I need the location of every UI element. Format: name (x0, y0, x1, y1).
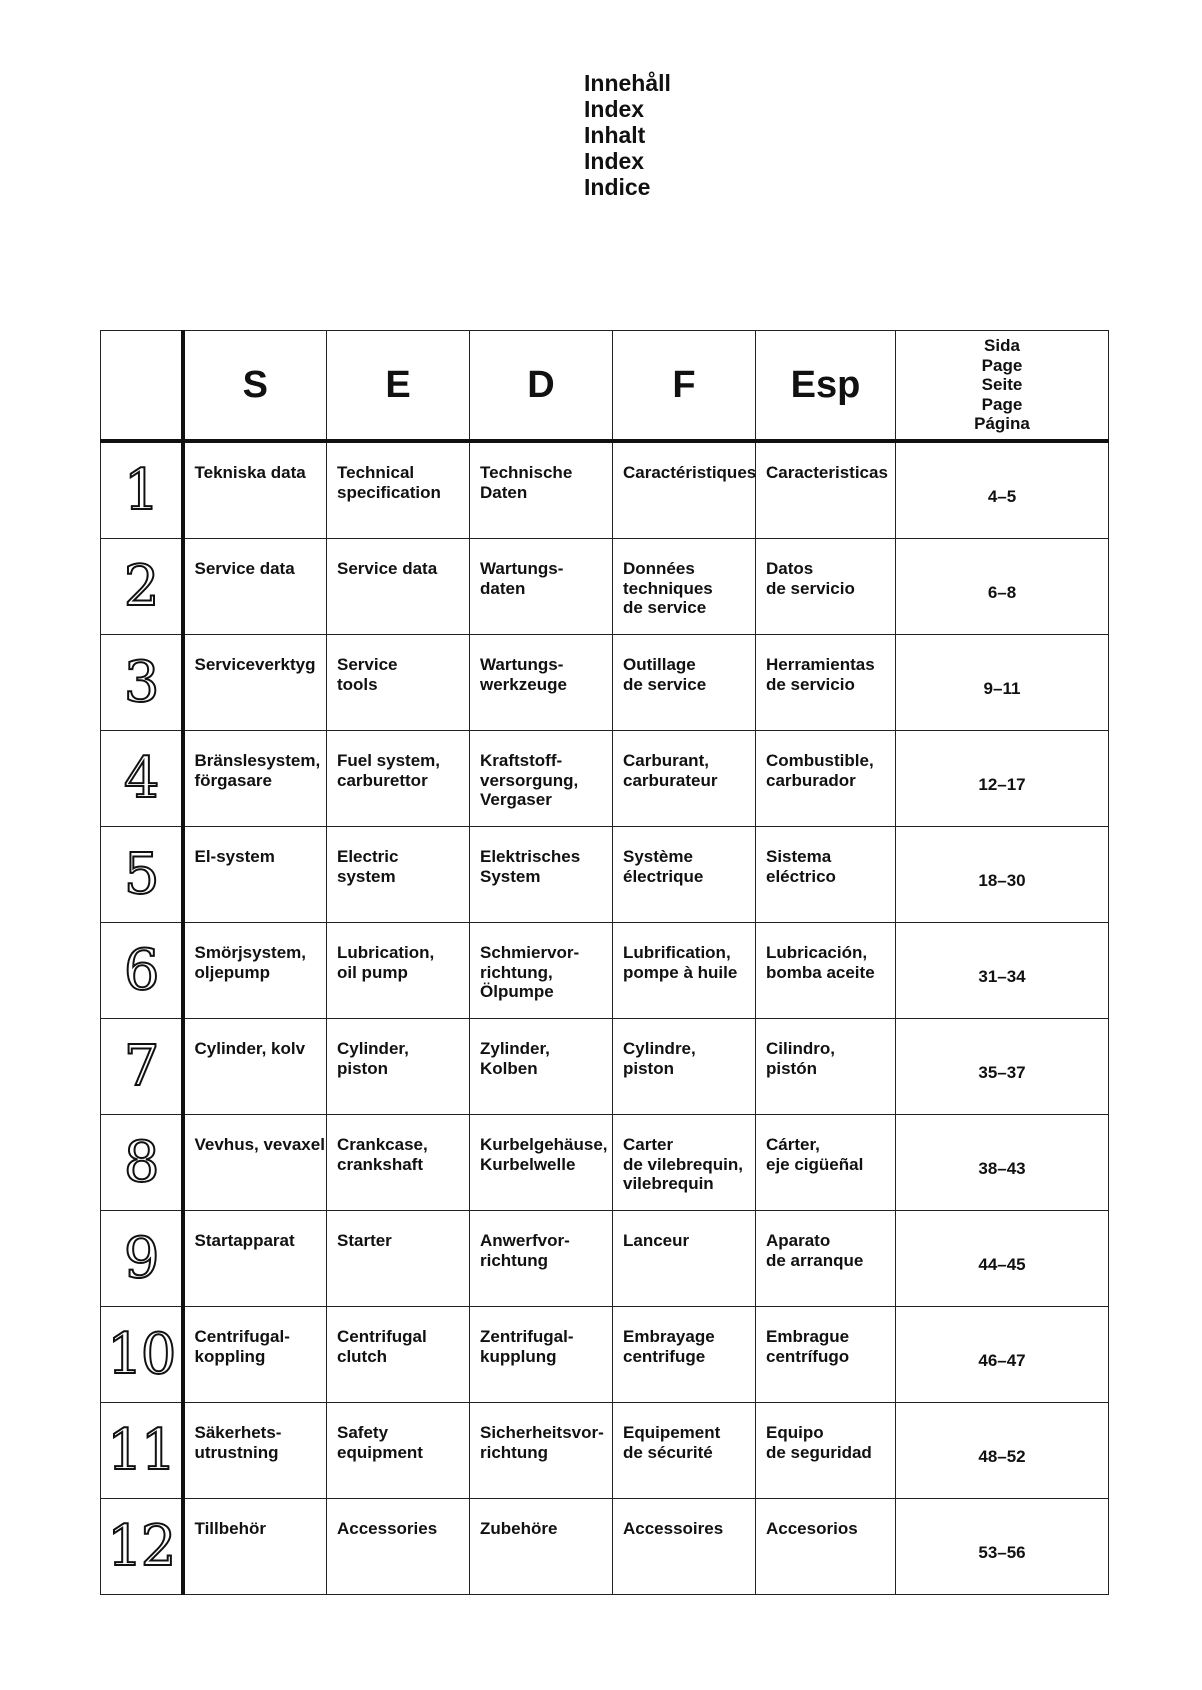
section-title-f (613, 1307, 756, 1403)
title-line: Cylinder, kolv (194, 1039, 306, 1058)
table-row (101, 1307, 1109, 1403)
title-french: Index (584, 148, 645, 174)
title-line: Accessoires (623, 1519, 724, 1538)
section-title-s (183, 827, 327, 923)
title-line: oil pump (337, 962, 408, 982)
header-page-labels (896, 331, 1109, 442)
title-line: Cárter, (766, 1135, 820, 1154)
section-title-f (613, 1115, 756, 1211)
page-range: 46–47 (896, 1307, 1109, 1403)
page-range: 44–45 (896, 1211, 1109, 1307)
page-range: 53–56 (896, 1499, 1109, 1595)
page-label: Sida (984, 336, 1020, 356)
table-row (101, 635, 1109, 731)
section-title-esp (756, 1019, 896, 1115)
section-number-cell (101, 635, 183, 731)
section-title-s (183, 635, 327, 731)
title-line: Daten (480, 482, 528, 502)
section-title-s (183, 539, 327, 635)
section-title-f (613, 635, 756, 731)
title-line: Système (623, 847, 693, 866)
title-line: System (480, 866, 541, 886)
section-title-d (470, 539, 613, 635)
title-line: électrique (623, 866, 704, 886)
section-number: 7 (123, 1034, 158, 1099)
page-range: 35–37 (896, 1019, 1109, 1115)
title-line: Carter (623, 1135, 674, 1154)
section-title-s (183, 1211, 327, 1307)
section-title-s (183, 441, 327, 539)
section-title-f (613, 1403, 756, 1499)
section-title-d (470, 1403, 613, 1499)
title-line: kupplung (480, 1346, 557, 1366)
title-line: centrífugo (766, 1346, 850, 1366)
title-line: Wartungs- (480, 655, 564, 674)
title-line: daten (480, 578, 526, 598)
page-range: 18–30 (896, 827, 1109, 923)
section-title-f (613, 731, 756, 827)
title-line: de servicio (766, 674, 855, 694)
title-line: richtung (480, 1442, 548, 1462)
title-line: de sécurité (623, 1442, 713, 1462)
title-line: koppling (194, 1346, 266, 1366)
title-line: Service data (337, 559, 438, 578)
section-title-d (470, 1307, 613, 1403)
title-line: Combustible, (766, 751, 874, 770)
section-title-esp (756, 635, 896, 731)
section-number: 5 (123, 842, 158, 907)
title-line: Centrifugal (337, 1327, 427, 1346)
title-line: Embrague (766, 1327, 850, 1346)
header-lang-d: D (470, 331, 613, 442)
page-label: Page (981, 394, 1023, 414)
title-line: richtung (480, 1250, 548, 1270)
title-line: carburettor (337, 770, 428, 790)
title-line: Lanceur (623, 1231, 690, 1250)
page-label: Seite (981, 375, 1023, 395)
title-line: Serviceverktyg (194, 655, 316, 674)
section-title-e (327, 1499, 470, 1595)
section-title-esp (756, 731, 896, 827)
section-title-esp (756, 923, 896, 1019)
section-number: 9 (123, 1226, 158, 1291)
header-number-cell (101, 331, 183, 442)
title-line: Lubrication, (337, 943, 435, 962)
title-line: Vergaser (480, 790, 552, 809)
title-line: de arranque (766, 1250, 864, 1270)
section-title-e (327, 1211, 470, 1307)
section-number-cell (101, 1115, 183, 1211)
title-line: Vevhus, vevaxel (194, 1135, 325, 1154)
section-number-cell (101, 1211, 183, 1307)
section-number-cell (101, 1019, 183, 1115)
title-line: Crankcase, (337, 1135, 428, 1154)
section-title-d (470, 1211, 613, 1307)
index-titles (584, 70, 671, 200)
section-title-d (470, 1019, 613, 1115)
table-row (101, 1019, 1109, 1115)
title-line: Kurbelgehäuse, (480, 1135, 608, 1154)
title-line: eléctrico (766, 866, 836, 886)
section-title-esp (756, 827, 896, 923)
page-label: Página (974, 414, 1030, 434)
title-line: Tillbehör (194, 1519, 266, 1538)
section-title-s (183, 731, 327, 827)
title-line: Sistema (766, 847, 832, 866)
section-title-s (183, 923, 327, 1019)
title-line: eje cigüeñal (766, 1154, 864, 1174)
section-title-f (613, 1019, 756, 1115)
section-title-f (613, 1499, 756, 1595)
title-line: Service (337, 655, 398, 674)
section-number-cell (101, 827, 183, 923)
title-line: Kolben (480, 1058, 538, 1078)
title-line: clutch (337, 1346, 388, 1366)
page-range: 31–34 (896, 923, 1109, 1019)
title-line: de servicio (766, 578, 855, 598)
section-title-d (470, 731, 613, 827)
title-line: Ölpumpe (480, 982, 554, 1001)
title-line: Aparato (766, 1231, 831, 1250)
section-title-esp (756, 1403, 896, 1499)
table-row (101, 923, 1109, 1019)
page-range: 38–43 (896, 1115, 1109, 1211)
title-line: Anwerfvor- (480, 1231, 570, 1250)
title-line: Sicherheitsvor- (480, 1423, 604, 1442)
title-line: Cylindre, (623, 1039, 696, 1058)
section-title-e (327, 731, 470, 827)
section-number-cell (101, 441, 183, 539)
title-line: Säkerhets- (194, 1423, 282, 1442)
table-row (101, 731, 1109, 827)
title-line: crankshaft (337, 1154, 423, 1174)
title-line: werkzeuge (480, 674, 567, 694)
title-line: Service data (194, 559, 295, 578)
title-line: Accesorios (766, 1519, 858, 1538)
title-german: Inhalt (584, 122, 646, 148)
title-line: Technical (337, 463, 415, 482)
section-title-s (183, 1115, 327, 1211)
title-swedish: Innehåll (584, 70, 671, 96)
title-line: Zentrifugal- (480, 1327, 574, 1346)
title-line: Centrifugal- (194, 1327, 290, 1346)
title-line: tools (337, 674, 378, 694)
title-line: Kraftstoff- (480, 751, 563, 770)
title-line: Herramientas (766, 655, 875, 674)
title-line: Embrayage (623, 1327, 715, 1346)
title-line: Zylinder, (480, 1039, 550, 1058)
title-line: Smörjsystem, (194, 943, 306, 962)
title-line: pompe à huile (623, 962, 738, 982)
title-line: richtung, (480, 962, 553, 982)
title-line: Outillage (623, 655, 696, 674)
title-line: Equipo (766, 1423, 824, 1442)
section-title-e (327, 1115, 470, 1211)
title-line: oljepump (194, 962, 271, 982)
section-title-e (327, 1307, 470, 1403)
section-number: 6 (123, 938, 158, 1003)
title-line: Startapparat (194, 1231, 295, 1250)
section-title-f (613, 827, 756, 923)
section-title-esp (756, 441, 896, 539)
title-line: de service (623, 598, 707, 617)
section-title-esp (756, 1211, 896, 1307)
title-line: Zubehöre (480, 1519, 558, 1538)
section-title-esp (756, 539, 896, 635)
title-line: bomba aceite (766, 962, 875, 982)
contents-table (100, 330, 1109, 1595)
title-line: Electric (337, 847, 399, 866)
section-number: 8 (123, 1130, 158, 1195)
section-number: 3 (123, 650, 158, 715)
title-line: Tekniska data (194, 463, 306, 482)
page-range: 9–11 (896, 635, 1109, 731)
section-title-e (327, 539, 470, 635)
section-number: 1 (123, 458, 158, 523)
table-row (101, 1403, 1109, 1499)
title-line: de seguridad (766, 1442, 872, 1462)
header-lang-s: S (183, 331, 327, 442)
section-number-cell (101, 731, 183, 827)
header-lang-f: F (613, 331, 756, 442)
page-label: Page (981, 355, 1023, 375)
title-line: Starter (337, 1231, 392, 1250)
section-number: 2 (123, 554, 158, 619)
section-title-s (183, 1499, 327, 1595)
title-line: Caractéristiques (623, 463, 757, 482)
title-line: Datos (766, 559, 814, 578)
title-line: Bränslesystem, (194, 751, 321, 770)
section-title-e (327, 1403, 470, 1499)
section-title-d (470, 441, 613, 539)
section-title-e (327, 441, 470, 539)
section-number-cell (101, 1499, 183, 1595)
section-title-e (327, 1019, 470, 1115)
section-title-f (613, 539, 756, 635)
section-title-s (183, 1307, 327, 1403)
page-range: 4–5 (896, 441, 1109, 539)
title-line: centrifuge (623, 1346, 706, 1366)
title-line: Kurbelwelle (480, 1154, 576, 1174)
section-number-cell (101, 1403, 183, 1499)
title-line: equipment (337, 1442, 423, 1462)
table-row (101, 1211, 1109, 1307)
title-line: Accessories (337, 1519, 438, 1538)
section-number-cell (101, 923, 183, 1019)
section-title-d (470, 1115, 613, 1211)
title-line: Elektrisches (480, 847, 581, 866)
title-line: Equipement (623, 1423, 721, 1442)
section-title-e (327, 923, 470, 1019)
title-line: specification (337, 482, 441, 502)
title-line: utrustning (194, 1442, 279, 1462)
header-row (101, 331, 1109, 442)
section-title-d (470, 923, 613, 1019)
title-english: Index (584, 96, 645, 122)
title-line: Caracteristicas (766, 463, 888, 482)
title-line: vilebrequin (623, 1174, 714, 1193)
title-line: Wartungs- (480, 559, 564, 578)
table-row (101, 441, 1109, 539)
table-row (101, 539, 1109, 635)
page-range: 6–8 (896, 539, 1109, 635)
section-number-cell (101, 1307, 183, 1403)
section-number: 11 (107, 1418, 175, 1483)
title-line: Schmiervor- (480, 943, 580, 962)
title-line: Lubrification, (623, 943, 731, 962)
section-title-s (183, 1019, 327, 1115)
section-title-esp (756, 1115, 896, 1211)
section-title-d (470, 635, 613, 731)
section-title-e (327, 827, 470, 923)
title-line: förgasare (194, 770, 272, 790)
page-range: 48–52 (896, 1403, 1109, 1499)
title-line: techniques (623, 578, 713, 598)
title-line: Carburant, (623, 751, 709, 770)
section-title-f (613, 441, 756, 539)
section-number-cell (101, 539, 183, 635)
title-line: Données (623, 559, 695, 578)
title-line: Safety (337, 1423, 389, 1442)
title-line: de vilebrequin, (623, 1154, 743, 1174)
title-line: carburateur (623, 770, 718, 790)
title-line: piston (623, 1058, 674, 1078)
section-title-esp (756, 1499, 896, 1595)
table-row (101, 827, 1109, 923)
title-line: Lubricación, (766, 943, 868, 962)
table-row (101, 1115, 1109, 1211)
section-title-f (613, 1211, 756, 1307)
section-title-d (470, 1499, 613, 1595)
title-line: carburador (766, 770, 856, 790)
title-line: de service (623, 674, 707, 694)
section-title-d (470, 827, 613, 923)
header-lang-esp: Esp (756, 331, 896, 442)
title-line: piston (337, 1058, 388, 1078)
section-title-esp (756, 1307, 896, 1403)
title-line: Fuel system, (337, 751, 440, 770)
page-range: 12–17 (896, 731, 1109, 827)
table-row (101, 1499, 1109, 1595)
title-line: Technische (480, 463, 573, 482)
section-title-f (613, 923, 756, 1019)
title-line: El-system (194, 847, 275, 866)
title-spanish: Indice (584, 174, 651, 200)
title-line: versorgung, (480, 770, 579, 790)
title-line: Cilindro, (766, 1039, 835, 1058)
header-lang-e: E (327, 331, 470, 442)
section-title-e (327, 635, 470, 731)
title-line: Cylinder, (337, 1039, 409, 1058)
section-number: 12 (107, 1514, 175, 1579)
title-line: pistón (766, 1058, 817, 1078)
section-title-s (183, 1403, 327, 1499)
title-line: system (337, 866, 396, 886)
section-number: 10 (107, 1322, 175, 1387)
section-number: 4 (123, 746, 158, 811)
